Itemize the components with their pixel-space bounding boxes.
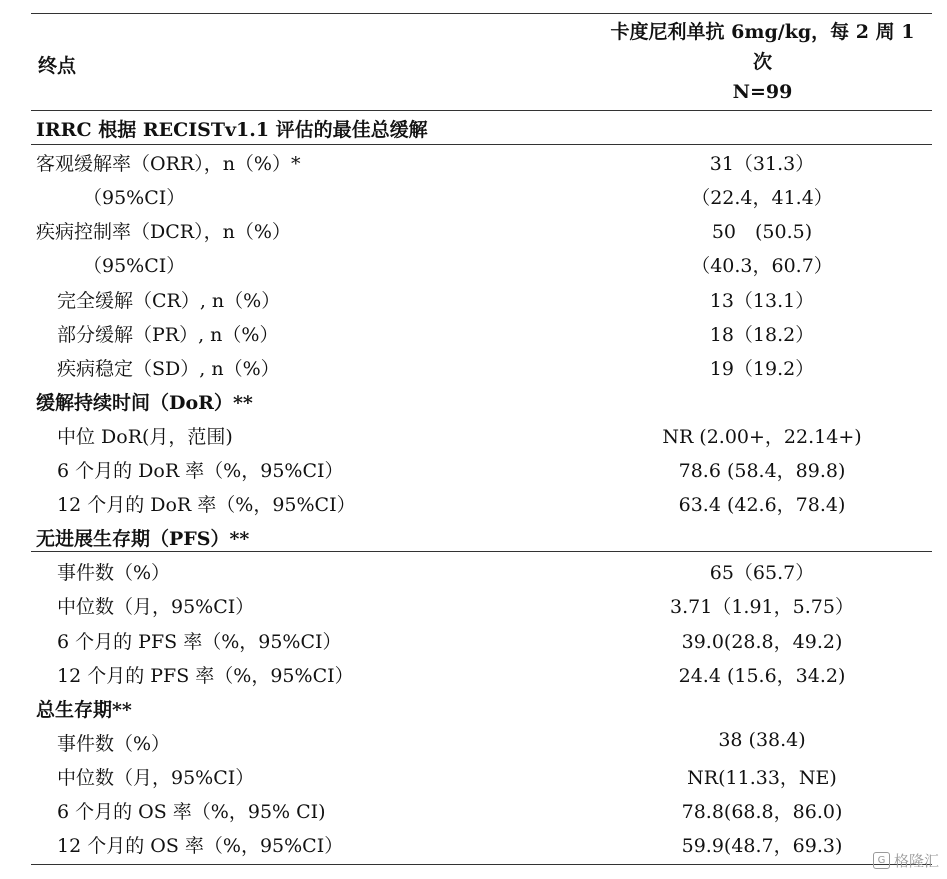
table-row — [31, 451, 932, 485]
row-value: 31（31.3） — [709, 153, 815, 176]
group-sample-size: N=99 — [732, 81, 793, 103]
row-label: 部分缓解（PR）, n（%） — [57, 323, 279, 346]
table-row — [31, 485, 932, 519]
row-label: 12 个月的 PFS 率（%，95%CI） — [57, 664, 354, 687]
table-top-rule — [31, 13, 932, 14]
row-value: 18（18.2） — [709, 323, 815, 346]
table-row — [31, 315, 932, 349]
row-label: 中位 DoR(月，范围) — [57, 425, 233, 448]
section-row — [31, 519, 932, 553]
row-label: 6 个月的 OS 率（%，95% CI) — [57, 801, 326, 823]
section-row — [31, 690, 932, 724]
row-label: （95%CI） — [83, 255, 186, 278]
row-value: （40.3，60.7） — [691, 255, 833, 278]
section-row — [31, 110, 932, 144]
table-row — [31, 792, 932, 826]
row-value: 39.0(28.8，49.2) — [681, 630, 843, 653]
row-label: 完全缓解（CR）, n（%） — [57, 289, 281, 312]
row-label: 事件数（%） — [57, 732, 171, 755]
row-label: 6 个月的 PFS 率（%，95%CI） — [57, 630, 342, 653]
row-label: 客观缓解率（ORR），n（%）* — [36, 153, 301, 176]
row-label: 12 个月的 DoR 率（%，95%CI） — [57, 494, 356, 517]
row-label: （95%CI） — [83, 187, 186, 210]
watermark-text: 格隆汇 — [893, 852, 939, 870]
row-value: 63.4 (42.6，78.4) — [678, 494, 846, 517]
gelonghui-logo-icon: G — [873, 852, 890, 869]
table-row — [31, 587, 932, 621]
group-header-line1: 卡度尼利单抗 6mg/kg，每 2 周 1 — [610, 21, 915, 43]
row-label: 6 个月的 DoR 率（%，95%CI） — [57, 460, 344, 482]
row-value: 19（19.2） — [709, 357, 815, 380]
row-value: 65（65.7） — [709, 562, 815, 585]
row-value: 38 (38.4) — [718, 728, 806, 751]
row-label: 疾病稳定（SD）, n（%） — [57, 357, 280, 380]
row-value: （22.4，41.4） — [691, 187, 833, 210]
row-value: NR(11.33，NE) — [687, 766, 837, 789]
row-value: 78.6 (58.4，89.8) — [678, 460, 846, 482]
table-row — [31, 622, 932, 656]
row-value: 24.4 (15.6，34.2) — [678, 664, 846, 687]
row-label: 中位数（月，95%CI） — [57, 766, 255, 789]
row-value: 3.71（1.91，5.75） — [670, 596, 854, 619]
table-row — [31, 826, 932, 860]
row-label: 事件数（%） — [57, 562, 171, 585]
endpoint-column-header: 终点 — [38, 55, 77, 77]
row-value: 13（13.1） — [709, 289, 815, 312]
table-row — [31, 178, 932, 212]
table-row — [31, 656, 932, 690]
table-row — [31, 553, 932, 587]
watermark — [873, 850, 939, 871]
row-value: 59.9(48.7，69.3) — [681, 835, 843, 858]
table-row — [31, 212, 932, 246]
row-value: NR (2.00+，22.14+) — [662, 425, 862, 448]
row-value: 50 (50.5) — [711, 221, 813, 244]
group-header-line2: 次 — [752, 51, 772, 73]
row-label: 疾病控制率（DCR），n（%） — [36, 221, 291, 244]
table-row — [31, 246, 932, 280]
table-row — [31, 758, 932, 792]
row-value: 78.8(68.8，86.0) — [681, 801, 843, 823]
section-title: 无进展生存期（PFS）** — [36, 528, 250, 551]
row-label: 12 个月的 OS 率（%，95%CI） — [57, 835, 344, 858]
section-title: IRRC 根据 RECISTv1.1 评估的最佳总缓解 — [36, 119, 428, 141]
section-title: 缓解持续时间（DoR）** — [36, 391, 253, 414]
section-title: 总生存期** — [36, 698, 132, 721]
section-row — [31, 383, 932, 417]
table-row — [31, 281, 932, 315]
treatment-group-header — [590, 17, 935, 107]
row-label: 中位数（月，95%CI） — [57, 596, 255, 619]
table-row — [31, 349, 932, 383]
table-bottom-rule — [31, 864, 932, 865]
table-row — [31, 144, 932, 178]
table-row — [31, 417, 932, 451]
table-row — [31, 724, 932, 758]
